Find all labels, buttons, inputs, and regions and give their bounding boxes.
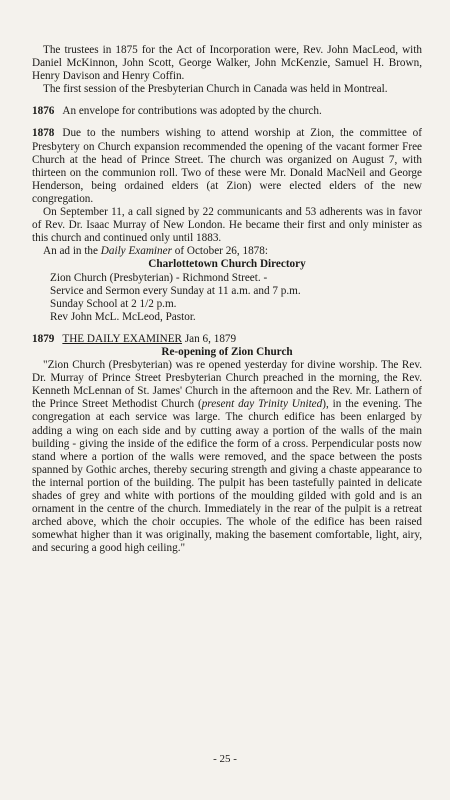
entry-1876 (32, 105, 422, 118)
entry-1876-text: An envelope for contributions was adopted by the church. (62, 105, 322, 118)
year-1879: 1879 (32, 332, 55, 345)
newspaper-name: Daily Examiner (100, 245, 172, 258)
ad-line: Rev John McL. McLeod, Pastor. (50, 310, 196, 323)
ad-heading: Charlottetown Church Directory (148, 258, 306, 271)
year-1876: 1876 (32, 105, 55, 118)
entry-1878 (32, 127, 422, 206)
trustees-paragraph: The trustees in 1875 for the Act of Incorporation were, Rev. John MacLeod, with Daniel McKinnon, John Scott, George Walker, John McKenzie, Samuel H. Brown, Henry Davison and Henry Coffin. (32, 44, 422, 83)
ad-line: Zion Church (Presbyterian) - Richmond Street. - (50, 271, 268, 284)
ad-intro: An ad in the Daily Examiner of October 26, 1878: (43, 245, 268, 258)
ad-line: Sunday School at 2 1/2 p.m. (50, 297, 177, 310)
page-body (32, 44, 422, 555)
entry-1878-text: Due to the numbers wishing to attend worship at Zion, the committee of Presbytery on Church expansion recommended the opening of the vacant former Free Church at the head of Prince Street. The church was organized on August 7, with thirteen on the communion roll. Two of these were Mr. Donald MacNeil and George Henderson, being ordained elders (at Zion) were elected elders of the new congregation. (32, 127, 422, 205)
year-1878: 1878 (32, 127, 55, 140)
ad-line: Service and Sermon every Sunday at 11 a.m. and 7 p.m. (50, 284, 301, 297)
article-body: "Zion Church (Presbyterian) was re opened yesterday for divine worship. The Rev. Dr. Murray of Prince Street Presbyterian Church preached in the morning, the Rev. Kenneth McLennan of St. James' Church in the afternoon and the Rev. Mr. Lathern of the Prince Street Methodist Church (present day Trinity United), in the evening. The congregation at each service was large. The church edifice has been enlarged by adding a wing on each side and by cutting away a portion of the walls of the main building - giving the inside of the edifice the form of a cross. Perpendicular posts now stand where a portion of the walls were removed, and the space between the posts spanned by Gothic arches, thereby securing strength and giving a chaste appearance to the internal portion of the building. The pulpit has been tastefully painted in delicate shades of grey and white with portions of the moulding gilded with gold and is an ornament in the centre of the church. Immediately in the rear of the pulpit is a retreat arched above, which the choir occupies. The whole of the edifice has been raised somewhat higher than it was originally, making the basement comfortable, light, airy, and securing a good high ceiling." (32, 359, 422, 555)
article-heading: Re-opening of Zion Church (161, 345, 293, 358)
entry-1879 (32, 333, 422, 346)
newspaper-title: THE DAILY EXAMINER (62, 332, 183, 345)
article-italic-note: present day Trinity United (201, 398, 323, 411)
first-session-paragraph: The first session of the Presbyterian Church in Canada was held in Montreal. (43, 83, 388, 96)
entry-1879-date: Jan 6, 1879 (182, 332, 237, 345)
entry-1878-call-paragraph: On September 11, a call signed by 22 communicants and 53 adherents was in favor of Rev. Dr. Isaac Murray of New London. He became their first and only minister as this church and continued only until 1883. (32, 206, 422, 245)
page-number: - 25 - (213, 753, 237, 765)
